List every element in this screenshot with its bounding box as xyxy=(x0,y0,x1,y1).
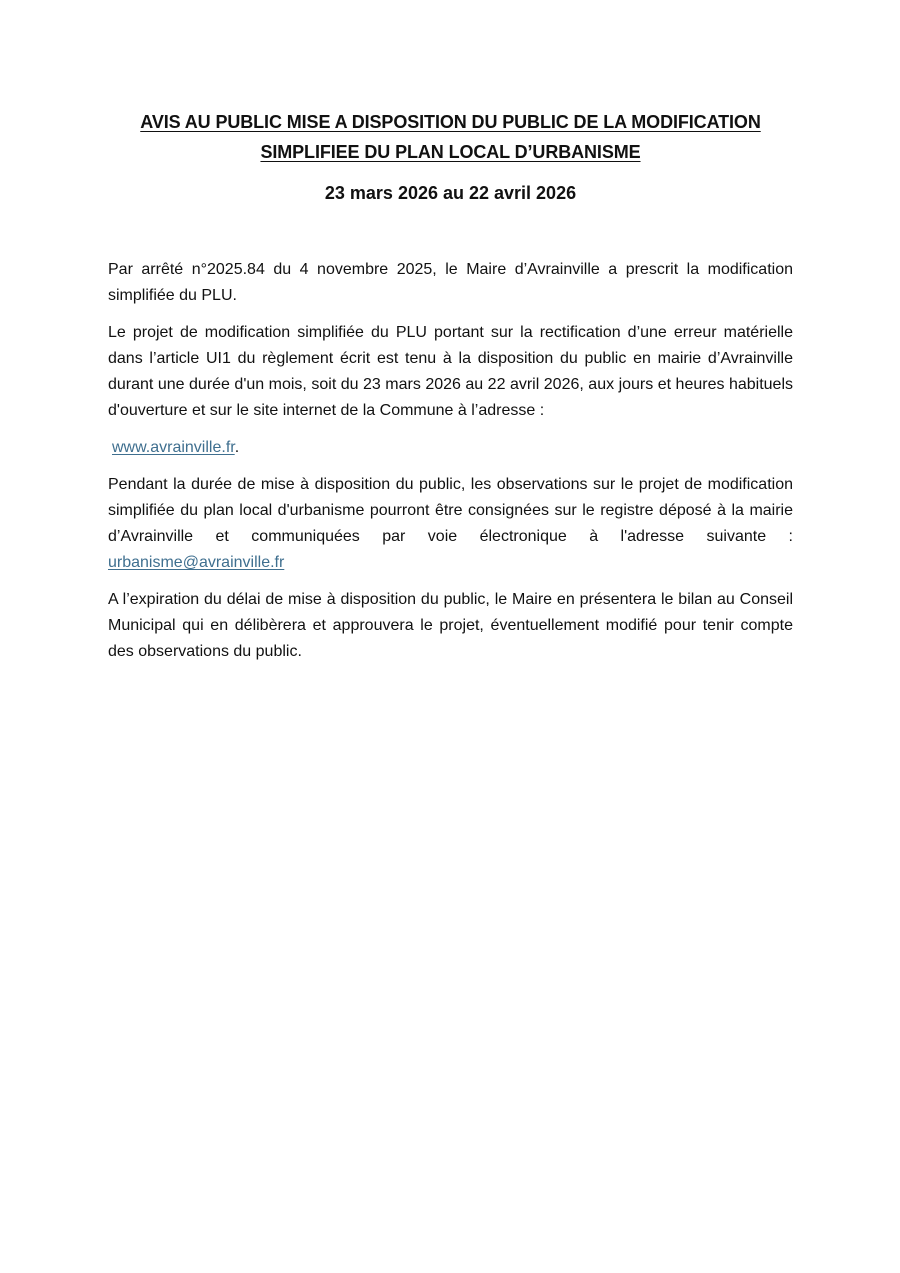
website-link-suffix: . xyxy=(234,439,240,456)
paragraph-decree: Par arrêté n°2025.84 du 4 novembre 2025, le Maire d’Avrainville a prescrit la modification simplifiée du PLU. xyxy=(108,261,793,304)
document-body xyxy=(108,257,793,676)
paragraph-observations xyxy=(108,472,793,576)
email-link[interactable]: urbanisme@avrainville.fr xyxy=(108,554,285,571)
notice-title: AVIS AU PUBLIC MISE A DISPOSITION DU PUBLIC DE LA MODIFICATION SIMPLIFIEE DU PLAN LOCAL D’URBANISME xyxy=(140,112,761,162)
paragraph-project-availability: Le projet de modification simplifiée du PLU portant sur la rectification d’une erreur matérielle dans l’article UI1 du règlement écrit est tenu à la disposition du public en mairie d’Avrainville durant une durée d'un mois, soit du 23 mars 2026 au 22 avril 2026, aux jours et heures habituels d'ouverture et sur le site internet de la Commune à l’adresse : xyxy=(108,324,793,419)
paragraph-conclusion: A l’expiration du délai de mise à disposition du public, le Maire en présentera le bilan au Conseil Municipal qui en délibèrera et approuvera le projet, éventuellement modifié pour tenir compte des observations du public. xyxy=(108,591,793,660)
website-line xyxy=(108,435,793,461)
website-link[interactable]: www.avrainville.fr xyxy=(112,439,235,456)
availability-dates: 23 mars 2026 au 22 avril 2026 xyxy=(324,183,577,203)
paragraph-observations-text: Pendant la durée de mise à disposition du public, les observations sur le projet de modification simplifiée du plan local d'urbanisme pourront être consignées sur le registre déposé à la mairie d’Avrainville et communiquées par voie électronique à l'adresse suivante : xyxy=(108,476,793,545)
